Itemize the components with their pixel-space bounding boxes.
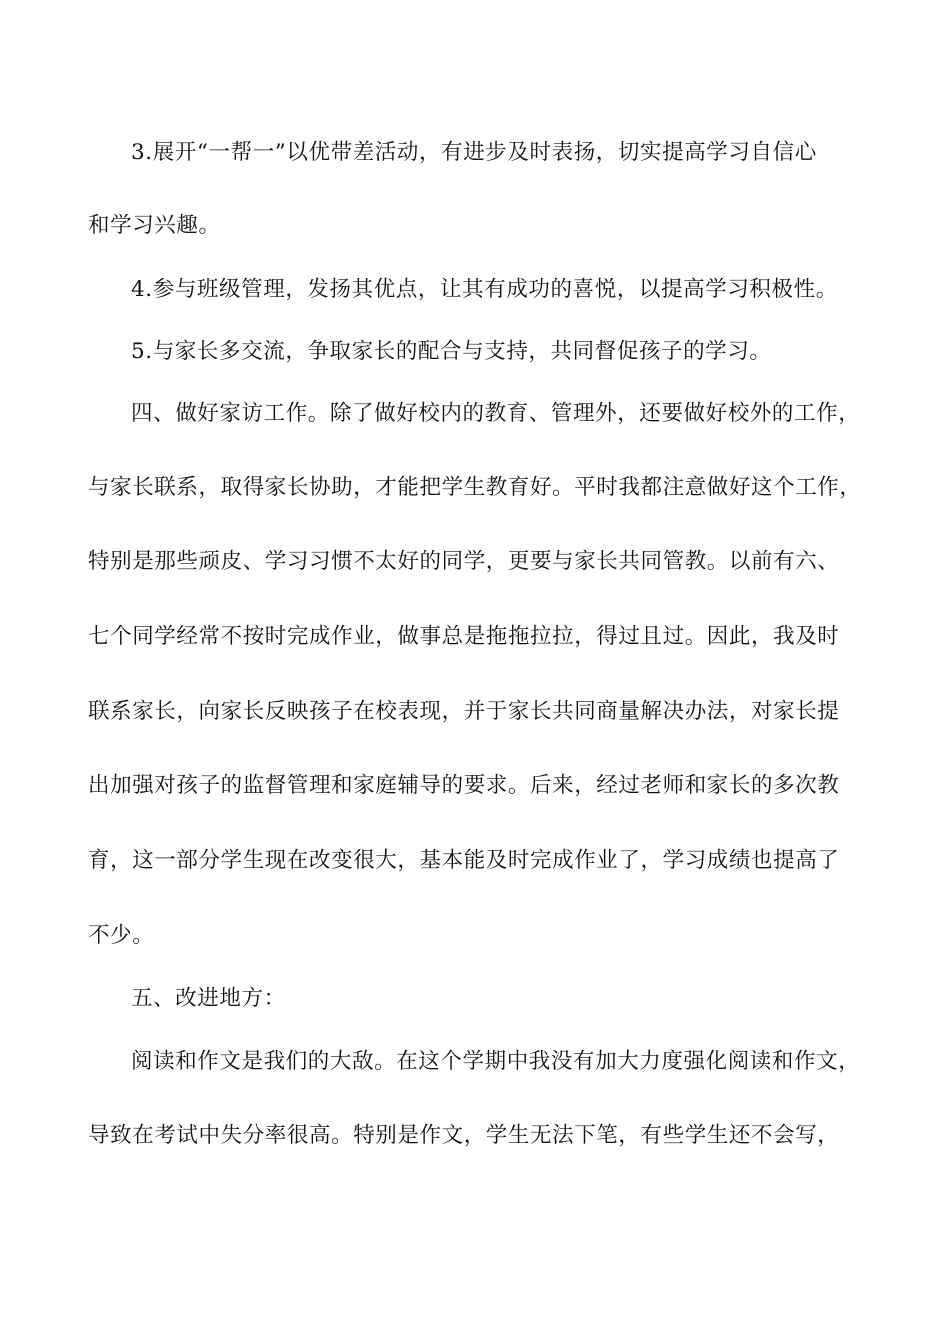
paragraph-line: 育，这一部分学生现在改变很大，基本能及时完成作业了，学习成绩也提高了 xyxy=(88,848,840,873)
paragraph-line: 5.与家长多交流，争取家长的配合与支持，共同督促孩子的学习。 xyxy=(131,339,772,364)
paragraph-line: 阅读和作文是我们的大敌。在这个学期中我没有加大力度强化阅读和作文， xyxy=(131,1049,861,1074)
paragraph-line: 七个同学经常不按时完成作业，做事总是拖拖拉拉，得过且过。因此，我及时 xyxy=(88,624,840,649)
paragraph-line: 出加强对孩子的监督管理和家庭辅导的要求。后来，经过老师和家长的多次教 xyxy=(88,773,840,798)
paragraph-line: 不少。 xyxy=(88,923,155,948)
paragraph-line: 与家长联系，取得家长协助，才能把学生教育好。平时我都注意做好这个工作， xyxy=(88,475,862,500)
paragraph-line: 联系家长，向家长反映孩子在校表现，并于家长共同商量解决办法，对家长提 xyxy=(88,699,840,724)
paragraph-line: 四、做好家访工作。除了做好校内的教育、管理外，还要做好校外的工作， xyxy=(131,401,861,426)
paragraph-line: 导致在考试中失分率很高。特别是作文，学生无法下笔，有些学生还不会写， xyxy=(88,1123,840,1148)
paragraph-line: 特别是那些顽皮、学习习惯不太好的同学，更要与家长共同管教。以前有六、 xyxy=(88,549,840,574)
paragraph-line: 3.展开“一帮一”以优带差活动，有进步及时表扬，切实提高学习自信心 xyxy=(131,140,817,165)
paragraph-line: 和学习兴趣。 xyxy=(88,213,221,238)
section-heading: 五、改进地方： xyxy=(131,986,286,1011)
paragraph-line: 4.参与班级管理，发扬其优点，让其有成功的喜悦，以提高学习积极性。 xyxy=(131,277,838,302)
